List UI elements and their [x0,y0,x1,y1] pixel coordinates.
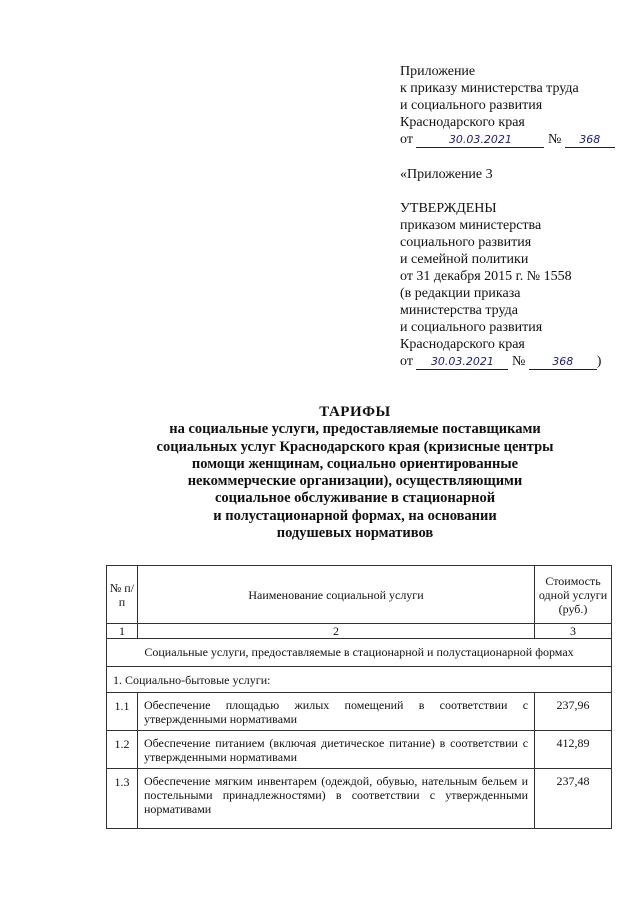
title-line: и полустационарной формах, на основании [213,507,497,524]
row-num: 1.3 [107,769,138,829]
column-number-row [107,624,612,639]
approved-line: и социального развития [400,320,543,335]
section-row [107,639,612,667]
row-cost: 237,48 [535,769,612,829]
date-prefix: от [400,354,413,369]
col-number: 1 [107,624,138,639]
appendix-block [400,63,615,148]
document-title [120,404,590,542]
approved-block [400,200,601,370]
table-row [107,693,612,731]
appendix-line: Краснодарского края [400,115,525,130]
closing-paren: ) [596,354,602,369]
approved-line: Краснодарского края [400,337,525,352]
row-name: Обеспечение питанием (включая диетическое питание) в соответствии с утвержденными нормативами [137,731,534,769]
approved-line: (в редакции приказа [400,286,521,301]
number-prefix: № [547,132,562,147]
approved-line: от 31 декабря 2015 г. № 1558 [400,269,572,284]
title-line: социальных услуг Краснодарского края (кризисные центры [156,438,554,455]
approved-line: и семейной политики [400,252,529,267]
section-title: Социальные услуги, предоставляемые в стационарной и полустационарной формах [107,639,612,667]
handwritten-number: 368 [565,133,615,148]
row-cost: 237,96 [535,693,612,731]
table-header-row [107,566,612,624]
col-number: 2 [137,624,534,639]
row-name: Обеспечение площадью жилых помещений в соответствии с утвержденными нормативами [137,693,534,731]
title-line: подушевых нормативов [276,525,434,542]
date-prefix: от [400,132,413,147]
title-line: социальное обслуживание в стационарной [214,490,496,507]
col-number: 3 [535,624,612,639]
appendix-date-line [400,131,615,148]
title-line: на социальные услуги, предоставляемые поставщиками [169,421,541,438]
header-cost: Стоимость одной услуги (руб.) [535,566,612,624]
appendix-line: Приложение [400,64,476,79]
handwritten-date: 30.03.2021 [416,133,544,148]
row-num: 1.1 [107,693,138,731]
appendix3-label: «Приложение 3 [400,167,493,182]
appendix-line: и социального развития [400,98,543,113]
row-num: 1.2 [107,731,138,769]
handwritten-number: 368 [529,355,597,370]
row-name: Обеспечение мягким инвентарем (одеждой, обувью, нательным бельем и постельными принадлежностями) в соответствии с утвержденными нормативами [137,769,534,829]
title-main: ТАРИФЫ [319,404,391,420]
approved-date-line [400,353,601,370]
title-line: помощи женщинам, социально ориентированные [191,455,519,472]
header-num: № п/п [107,566,138,624]
approved-line: министерства труда [400,303,518,318]
handwritten-date: 30.03.2021 [416,355,508,370]
approved-heading: УТВЕРЖДЕНЫ [400,201,497,216]
appendix-line: к приказу министерства труда [400,81,579,96]
number-prefix: № [511,354,526,369]
category-title: 1. Социально-бытовые услуги: [107,667,612,693]
header-name: Наименование социальной услуги [137,566,534,624]
approved-line: социального развития [400,235,532,250]
row-cost: 412,89 [535,731,612,769]
table-row [107,769,612,829]
approved-line: приказом министерства [400,218,542,233]
title-line: некоммерческие организации), осуществляющими [187,473,523,490]
category-row [107,667,612,693]
tariff-table [106,565,612,829]
table-row [107,731,612,769]
